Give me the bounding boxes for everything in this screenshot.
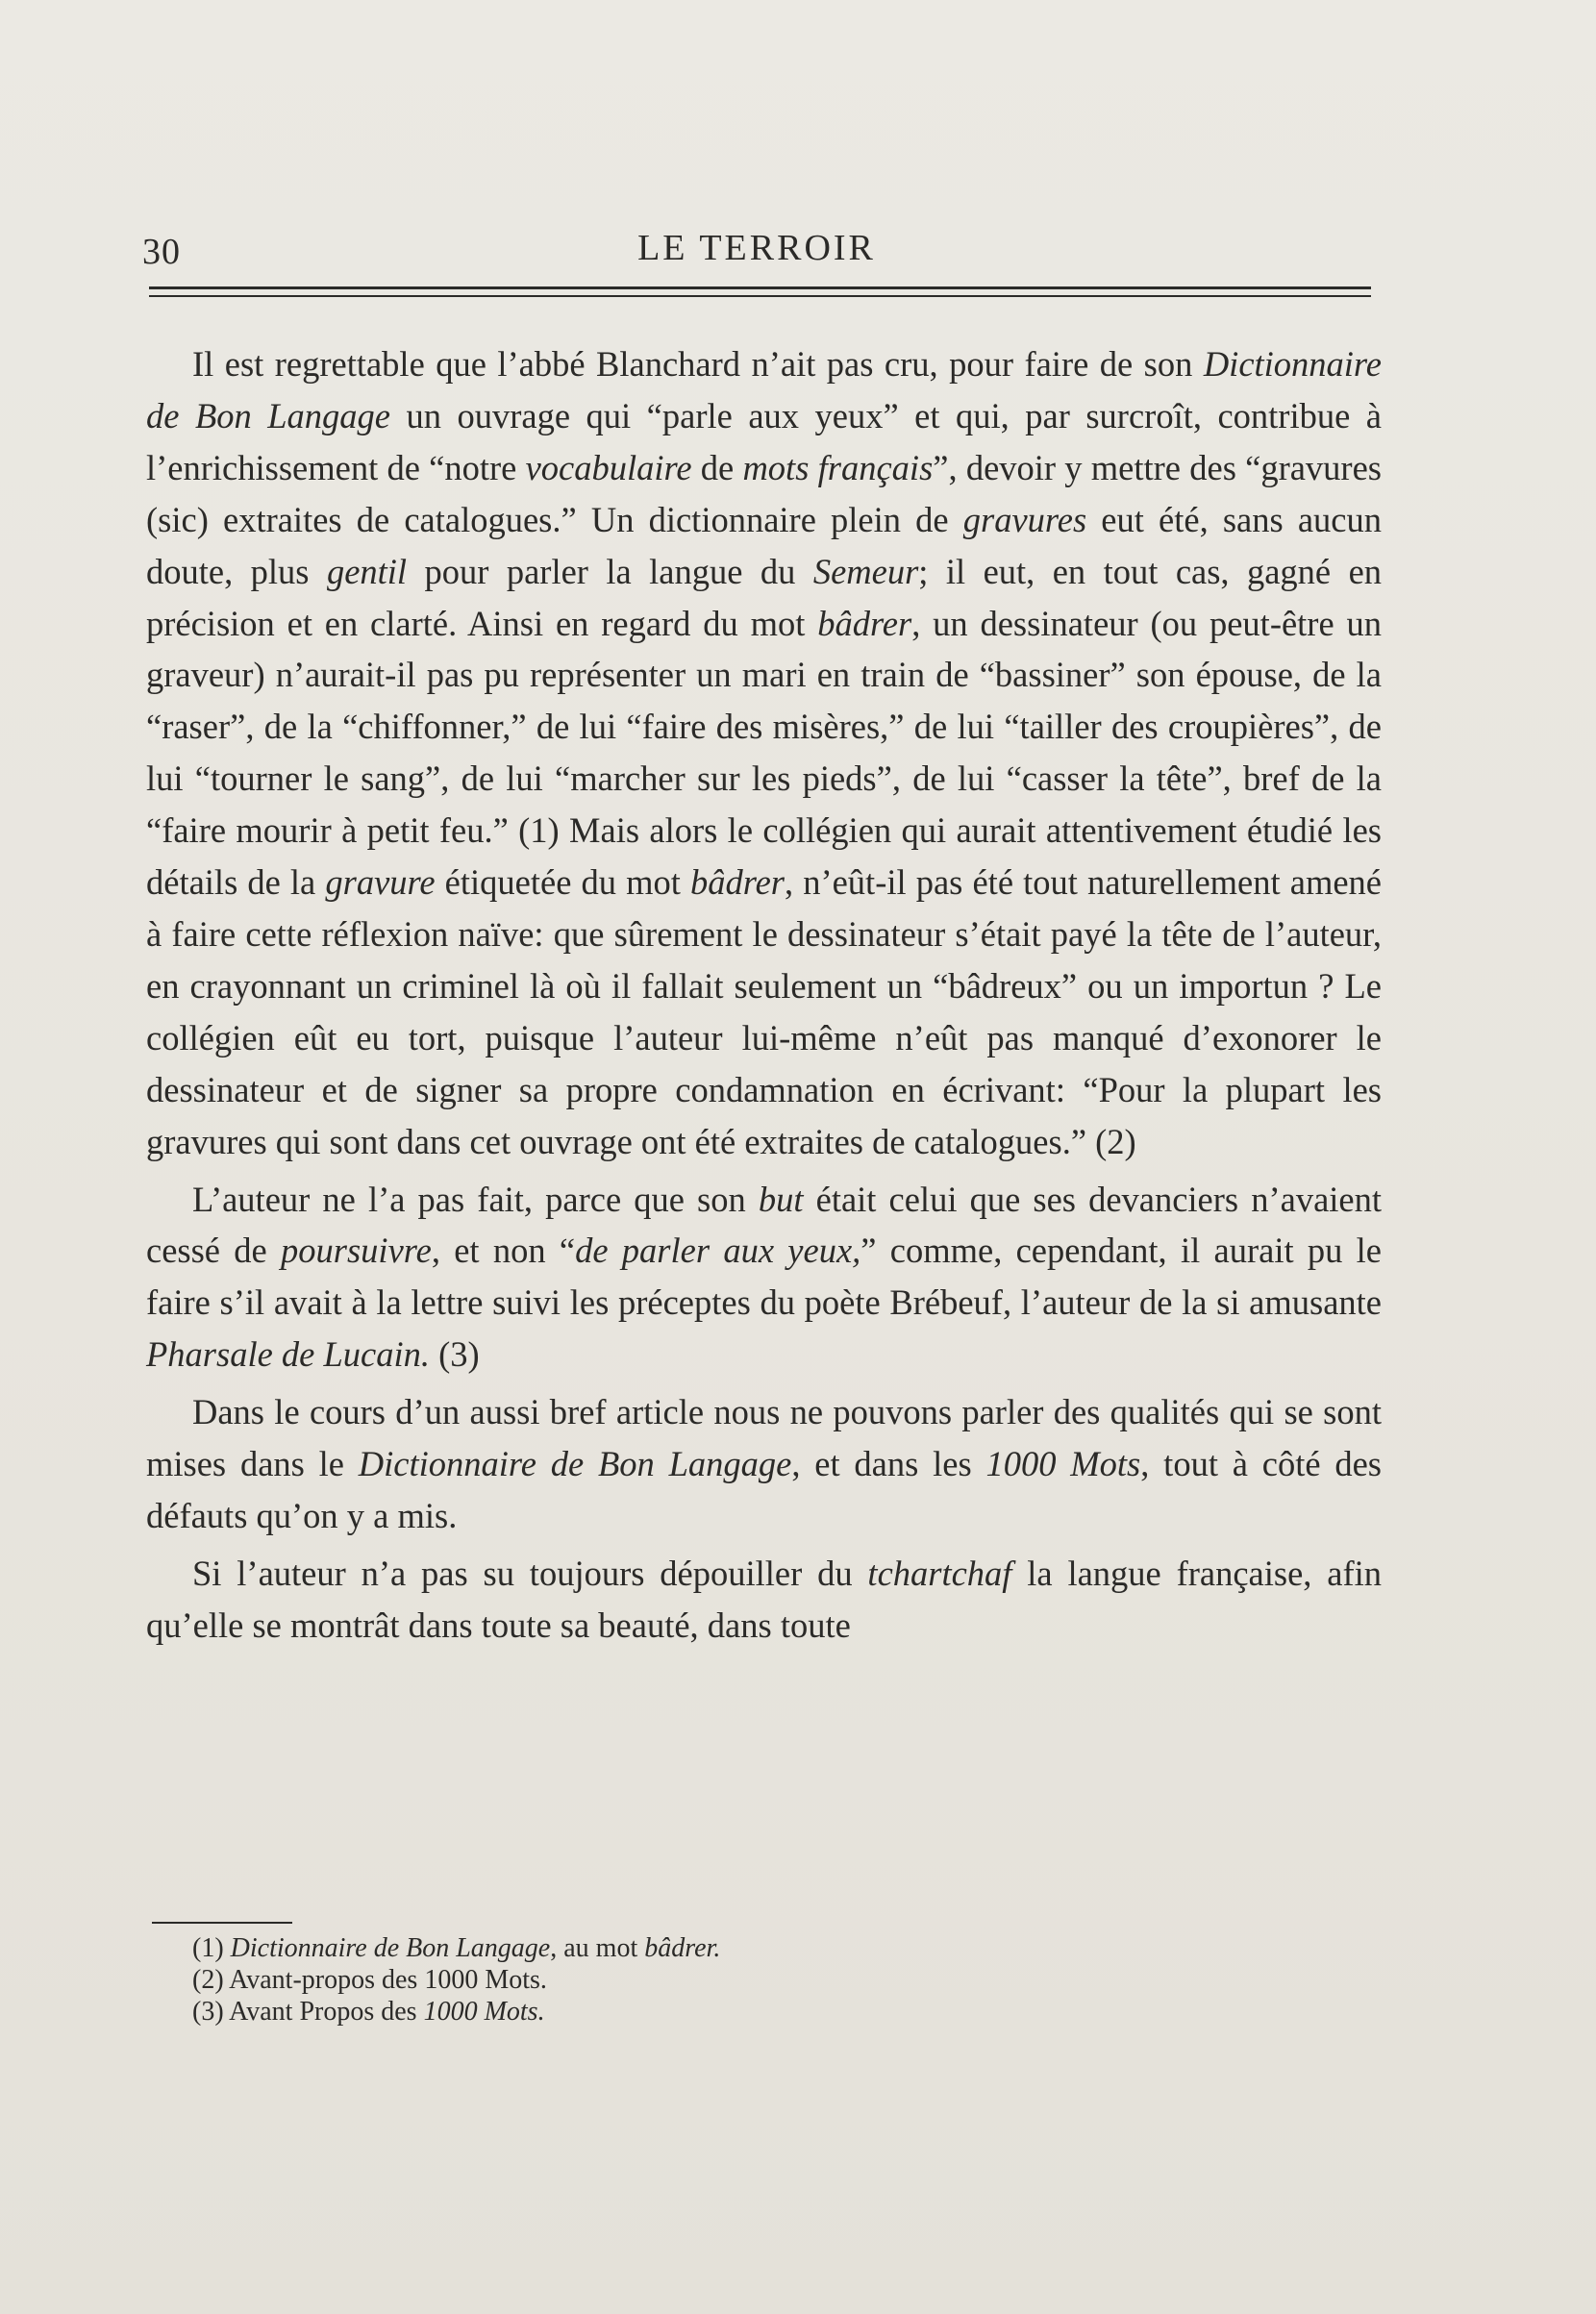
footnote (192, 1964, 1250, 1996)
text-run: , et dans les (791, 1444, 986, 1484)
italic-run: de parler aux yeux, (575, 1231, 861, 1271)
text-run: était celui que ses devanciers n’avaient cessé de (146, 1179, 1383, 1271)
text-run: , au mot (550, 1933, 645, 1963)
text-run: (3) (430, 1334, 480, 1375)
italic-run: mots français (742, 447, 934, 487)
page-number: 30 (142, 232, 181, 272)
header-rule-thin (149, 295, 1371, 297)
italic-run: Dictionnaire de Bon Langage (358, 1444, 792, 1484)
footnote (192, 1932, 1250, 1964)
italic-run: bâdrer (689, 862, 785, 903)
italic-run: gentil (326, 551, 408, 591)
paragraph (146, 1174, 1382, 1381)
text-run: Il est regrettable que l’abbé Blanchard n’ait pas cru, pour faire de son (192, 344, 1204, 384)
italic-run: vocabulaire (525, 447, 692, 487)
text-run: ” comme, cependant, il aurait pu le faire s’il avait à la lettre suivi les préceptes du poète Brébeuf, l’auteur de la si amusante (146, 1231, 1382, 1323)
text-run: L’auteur ne l’a pas fait, parce que son (192, 1179, 759, 1219)
italic-run: bâdrer. (644, 1933, 721, 1963)
footnote (192, 1996, 1250, 2028)
running-title: LE TERROIR (637, 228, 876, 268)
body-text (146, 338, 1382, 1652)
text-run: , n’eût-il pas été tout naturellement amené à faire cette réflexion naïve: que sûrement le dessinateur s’était payé la tête de l’auteur, en crayonnant un criminel là où il fallait seulement un “bâdreux” ou un importun ? Le collégien eût eu tort, puisque l’auteur lui-même n’eût pas manqué d’exonorer le dessinateur et de signer sa propre condamnation en écrivant: “Pour la plupart les gravures qui sont dans cet ouvrage ont été extraites de catalogues.” (2) (146, 862, 1382, 1161)
italic-run: bâdrer (817, 603, 912, 643)
footnote-rule (152, 1922, 292, 1924)
italic-run: gravure (325, 862, 436, 903)
italic-run: 1000 Mots. (423, 1997, 545, 2027)
text-run: , tout à côté des défauts qu’on y a mis. (146, 1444, 1382, 1535)
text-run: (1) (192, 1933, 231, 1963)
italic-run: Dictionnaire de Bon Langage (230, 1933, 551, 1963)
italic-run: Pharsale de Lucain. (146, 1334, 431, 1375)
text-run: eut été, sans aucun doute, plus (146, 499, 1382, 591)
text-run: étiquetée du mot (435, 862, 690, 903)
italic-run: Dictionnaire de Bon Langage (146, 344, 1382, 435)
italic-run: Semeur (812, 551, 919, 591)
text-run: un ouvrage qui “parle aux yeux” et qui, par surcroît, contribue à l’enrichissement de “notre (146, 395, 1382, 487)
text-run: Dans le cours d’un aussi bref article nous ne pouvons parler des qualités qui se sont mises dans le (146, 1392, 1382, 1484)
text-run: de (691, 447, 743, 487)
text-run: , et non “ (431, 1231, 576, 1271)
italic-run: tchartchaf (867, 1553, 1012, 1593)
text-run: (3) Avant Propos des (192, 1997, 424, 2027)
text-run: ; il eut, en tout cas, gagné en précision et en clarté. Ainsi en regard du mot (146, 551, 1383, 643)
italic-run: gravures (962, 499, 1087, 539)
paragraph (146, 338, 1382, 1168)
italic-run: poursuivre (281, 1231, 432, 1271)
header-rule-thick (149, 286, 1371, 289)
italic-run: 1000 Mots (985, 1444, 1141, 1484)
text-run: pour parler la langue du (407, 551, 813, 591)
text-run: Si l’auteur n’a pas su toujours dépouiller du (192, 1553, 868, 1593)
footnotes (192, 1932, 1250, 2028)
text-run: ”, devoir y mettre des “gravures (sic) extraites de catalogues.” Un dictionnaire plein de (146, 447, 1382, 539)
text-run: (2) Avant-propos des 1000 Mots. (192, 1965, 547, 1995)
paragraph (146, 1548, 1382, 1652)
page-header (142, 223, 1371, 277)
paragraph (146, 1386, 1382, 1542)
text-run: , un dessinateur (ou peut-être un graveur) n’aurait-il pas pu représenter un mari en train de “bassiner” son épouse, de la “raser”, de la “chiffonner,” de lui “faire des misères,” de lui “tailler des croupières”, de lui “tourner le sang”, de lui “marcher sur les pieds”, de lui “casser la tête”, bref de la “faire mourir à petit feu.” (1) Mais alors le collégien qui aurait attentivement étudié les détails de la (146, 603, 1382, 903)
italic-run: but (758, 1179, 804, 1219)
text-run: la langue française, afin qu’elle se montrât dans toute sa beauté, dans toute (146, 1553, 1382, 1645)
